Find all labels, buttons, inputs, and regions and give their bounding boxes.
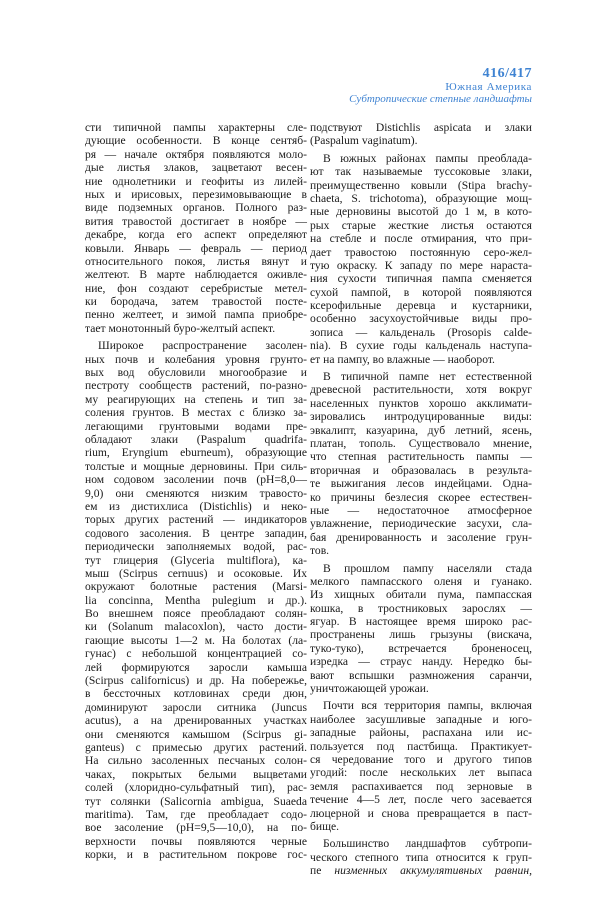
text-line xyxy=(85,795,307,808)
text-line xyxy=(85,594,307,607)
text-line-content: пространены лишь грызуны (вискача, xyxy=(310,628,532,642)
text-line xyxy=(310,837,532,850)
paragraph xyxy=(85,121,307,335)
text-line-content: ко причины безлесия скорее естествен- xyxy=(310,490,532,504)
text-line-content: желтеют. В марте наблюдается оживле- xyxy=(85,268,307,282)
subsection-title: Субтропические степные ландшафты xyxy=(349,93,532,105)
text-line xyxy=(310,588,532,601)
text-line-content: окружают болотные растения (Marsi- xyxy=(85,580,307,594)
text-line xyxy=(85,201,307,214)
text-line xyxy=(85,215,307,228)
text-line-content: rium, Eryngium eburneum), образующие xyxy=(85,446,307,460)
text-line-content: особенно засухоустойчивые виды про- xyxy=(310,312,532,326)
text-line-content: ки (Solanum malacoxlon), часто дости- xyxy=(85,620,307,634)
text-line-content: пользуется под пастбища. Практикует- xyxy=(310,739,532,753)
text-line xyxy=(310,326,532,339)
paragraph xyxy=(310,562,532,696)
text-line xyxy=(310,370,532,383)
text-line xyxy=(310,575,532,588)
text-line-content: ные — недостаточное атмосферное xyxy=(310,503,532,517)
text-line-content: корки, и в растительном покрове гос- xyxy=(85,848,307,862)
text-line xyxy=(310,544,532,557)
text-line xyxy=(310,820,532,833)
text-line-content: рых старые жесткие листья остаются xyxy=(310,218,532,232)
text-line xyxy=(85,768,307,781)
text-line xyxy=(85,366,307,379)
text-line-content: солей (хлоридно-сульфатный тип), рас- xyxy=(85,781,307,795)
text-line-content: ном содовом засолении почв (pH=8,0— xyxy=(85,473,307,487)
text-line xyxy=(85,620,307,633)
text-line-content: ет на пампу, во влажные — наоборот. xyxy=(310,352,495,366)
text-line xyxy=(85,420,307,433)
text-line xyxy=(85,188,307,201)
text-line-content: ние однолетники и геофиты из лилей- xyxy=(85,174,307,188)
text-line-content: люцерной и снова превращается в паст- xyxy=(310,806,532,820)
text-line xyxy=(85,687,307,700)
text-line xyxy=(85,379,307,392)
text-line xyxy=(310,517,532,530)
text-line-content: ря — начале октября появляются моло- xyxy=(85,147,307,161)
paragraph xyxy=(310,121,532,148)
text-line xyxy=(85,433,307,446)
text-line xyxy=(310,312,532,325)
text-line-content: Большинство ландшафтов субтропи- xyxy=(323,837,532,851)
page-numbers: 416/417 xyxy=(482,66,532,81)
text-line-content: ем из дистихлиса (Distichlis) и неко- xyxy=(85,499,307,513)
text-line xyxy=(85,848,307,861)
text-line-content: обладают злаки (Paspalum quadrifa- xyxy=(85,432,307,446)
text-line-content: декабре, когда его аспект определяют xyxy=(85,228,307,242)
text-line-content: течение 4—5 лет, после чего засевается xyxy=(310,793,532,807)
text-line xyxy=(310,232,532,245)
text-line-content: подствуют Distichlis aspicata и злаки xyxy=(310,121,532,134)
text-line xyxy=(85,513,307,526)
text-line xyxy=(85,134,307,147)
text-line-content: (Paspalum vaginatum). xyxy=(310,134,418,148)
text-line xyxy=(85,339,307,352)
right-text-column xyxy=(310,121,532,881)
text-line-content: мелкого пампасского оленя и гуанако. xyxy=(310,574,532,588)
text-line xyxy=(310,807,532,820)
text-line-content: платан, тополь. Существовало мнение, xyxy=(310,436,532,450)
text-line xyxy=(85,308,307,321)
text-line xyxy=(85,353,307,366)
text-line xyxy=(310,464,532,477)
text-line xyxy=(310,780,532,793)
text-line-content: наиболее засушливые западные и юго- xyxy=(310,712,532,726)
text-line-content: торых других растений — индикаторов xyxy=(85,513,307,527)
paragraph xyxy=(85,339,307,861)
paragraph xyxy=(310,837,532,877)
text-line xyxy=(85,754,307,767)
text-line xyxy=(310,682,532,695)
text-line-content: доминируют заросли ситника (Juncus xyxy=(85,700,307,714)
text-line xyxy=(310,504,532,517)
text-line-content: легающими грунтовыми водами пре- xyxy=(85,419,307,433)
text-line xyxy=(310,205,532,218)
text-line-content: ки бородача, затем травостой посте- xyxy=(85,295,307,309)
text-line-content: вых вод обусловили многообразие и xyxy=(85,366,307,380)
text-line xyxy=(85,175,307,188)
text-line xyxy=(310,246,532,259)
text-line xyxy=(85,634,307,647)
text-line xyxy=(85,161,307,174)
text-line-content: ные дерновины высотой до 1 м, в кото- xyxy=(310,205,532,219)
text-line-content: в бессточных котловинах среди дюн, xyxy=(85,687,307,701)
text-line xyxy=(85,406,307,419)
text-line xyxy=(85,487,307,500)
text-line-content: туко-туко), встречается броненосец, xyxy=(310,641,532,655)
text-line xyxy=(85,567,307,580)
text-line-content: гающие высоты 1—2 м. На болотах (ла- xyxy=(85,633,307,647)
text-line-content: тов. xyxy=(310,544,330,558)
text-line xyxy=(310,766,532,779)
text-line-content: acutus), а на дренированных участках xyxy=(85,714,307,728)
text-line xyxy=(310,753,532,766)
text-line-content: тут глицерия (Glyceria multiflora), ка- xyxy=(85,553,307,567)
text-line-content: вое засоление (pH=9,5—10,0), на по- xyxy=(85,821,307,835)
text-line xyxy=(310,851,532,864)
text-line xyxy=(310,152,532,165)
text-line xyxy=(310,740,532,753)
text-line-content: древесной растительности, хотя вокруг xyxy=(310,383,532,397)
text-line-content: тает монотонный буро-желтый аспект. xyxy=(85,321,276,335)
text-line-content: земля распахивается под зерновые в xyxy=(310,779,532,793)
text-line-content: В прошлом пампу населяли стада xyxy=(323,561,532,575)
text-line-content: дые листья злаков, зацветают весен- xyxy=(85,161,307,175)
text-line-content: мыш (Scirpus cernuus) и осоковые. Их xyxy=(85,566,307,580)
text-line-content: ных и ирисовых, перезимовывающие в xyxy=(85,187,307,201)
text-line-content: пестроту сообществ растений, по-разно- xyxy=(85,379,307,393)
text-line-content: На сильно засоленных песчаных солон- xyxy=(85,754,307,768)
text-line-content: Во внешнем поясе преобладают солян- xyxy=(85,607,307,621)
paragraph xyxy=(310,699,532,833)
text-line xyxy=(310,450,532,463)
text-line-content: тую окраску. К западу по мере нараста- xyxy=(310,258,532,272)
text-line xyxy=(310,410,532,423)
text-line-content: Почти вся территория пампы, включая xyxy=(323,699,532,713)
text-line xyxy=(85,580,307,593)
text-line xyxy=(85,714,307,727)
text-line-content: изредка — страус нанду. Нередко бы- xyxy=(310,655,532,669)
text-line-content: периодически заполняемых водой, рас- xyxy=(85,540,307,554)
text-line xyxy=(310,726,532,739)
text-line xyxy=(310,165,532,178)
text-line-content: зировались интродуцированные виды: xyxy=(310,410,532,424)
text-line xyxy=(85,808,307,821)
text-line-content: chaeta, S. trichotoma), образующие мощ- xyxy=(310,191,532,205)
text-line-content: вития травостой достигает в ноябре — xyxy=(85,214,307,228)
text-line xyxy=(85,540,307,553)
text-line-content: содового засоления. В центре западин, xyxy=(85,526,307,540)
text-line xyxy=(85,554,307,567)
text-line-content: населенных пунктов хорошо акклимати- xyxy=(310,396,532,410)
text-line-content: на стебле и после отмирания, что при- xyxy=(310,232,532,246)
text-line-content: угодий: после нескольких лет выпаса xyxy=(310,766,532,780)
text-line-content: В южных районах пампы преоблада- xyxy=(323,151,532,165)
paragraph xyxy=(310,152,532,366)
text-line-content: те выжигания лесов индейцами. Одна- xyxy=(310,477,532,491)
text-line-content: ксерофильные деревца и кустарники, xyxy=(310,299,532,313)
text-line xyxy=(310,353,532,366)
text-line xyxy=(85,500,307,513)
text-line xyxy=(85,607,307,620)
text-line xyxy=(85,255,307,268)
text-line xyxy=(310,383,532,396)
text-line-content: Из хищных обитали пума, пампасская xyxy=(310,588,532,602)
text-line-content: дает травостою постоянную серо-жел- xyxy=(310,245,532,259)
text-line xyxy=(310,669,532,682)
text-line xyxy=(85,242,307,255)
text-line xyxy=(310,491,532,504)
text-line xyxy=(85,268,307,281)
text-line xyxy=(85,835,307,848)
text-line-content: nia). В сухие годы кальденаль наступа- xyxy=(310,339,532,353)
text-line-content: пенно желтеет, и зимой пампа приобре- xyxy=(85,308,307,322)
text-line xyxy=(85,473,307,486)
text-line-content: вают вспышки размножения саранчи, xyxy=(310,668,532,682)
text-line xyxy=(85,460,307,473)
text-line-content: ягуар. В настоящее время широко рас- xyxy=(310,615,532,629)
text-line xyxy=(85,661,307,674)
text-line xyxy=(310,477,532,490)
text-line-content: ние, фон создают серебристые метел- xyxy=(85,281,307,295)
text-line-content: ческого степного типа относится к груп- xyxy=(310,850,532,864)
text-line xyxy=(85,228,307,241)
running-header xyxy=(349,66,532,105)
text-line xyxy=(310,192,532,205)
text-line xyxy=(85,781,307,794)
text-line-content: они сменяются камышом (Scirpus gi- xyxy=(85,727,307,741)
text-line-content: ся чередование того и другого типов xyxy=(310,752,532,766)
text-line xyxy=(310,219,532,232)
text-line xyxy=(85,527,307,540)
text-line xyxy=(85,701,307,714)
text-line xyxy=(310,793,532,806)
text-line xyxy=(85,282,307,295)
text-line xyxy=(310,864,532,877)
text-line xyxy=(310,655,532,668)
text-line xyxy=(85,674,307,687)
text-line xyxy=(310,259,532,272)
text-line-content: толстые и мощные дерновины. При силь- xyxy=(85,459,307,473)
text-line xyxy=(310,713,532,726)
left-text-column xyxy=(85,121,307,865)
text-line-content: 9,0) они сменяются низким травосто- xyxy=(85,486,307,500)
paragraph xyxy=(310,370,532,557)
text-line-content: виде подземных органов. Полного раз- xyxy=(85,201,307,215)
text-line xyxy=(310,424,532,437)
text-line-content: верхности почвы появляются черные xyxy=(85,834,307,848)
text-line-content: зописа — кальденаль (Prosopis calde- xyxy=(310,325,532,339)
text-line xyxy=(85,322,307,335)
text-line-content: увлажнение, периодические засухи, сла- xyxy=(310,517,532,531)
section-title: Южная Америка xyxy=(445,81,532,93)
text-line-content: бая дренированность и засоление грун- xyxy=(310,530,532,544)
text-line-content: ganteus) с примесью других растений. xyxy=(85,740,307,754)
text-line xyxy=(310,562,532,575)
text-line-content: соления грунтов. В местах с близко за- xyxy=(85,406,307,420)
text-line xyxy=(310,602,532,615)
text-line-content: чаках, покрытых белыми выцветами xyxy=(85,767,307,781)
text-line xyxy=(310,286,532,299)
text-line xyxy=(310,437,532,450)
text-line-content: эвкалипт, казуарина, дуб летний, ясень, xyxy=(310,423,532,437)
text-line xyxy=(85,295,307,308)
text-line-content: му реагирующих на степень и тип за- xyxy=(85,392,307,406)
text-line-content: ных почв и колебания уровня грунто- xyxy=(85,352,307,366)
text-line-content: (Scirpus californicus) и др. На побережье, xyxy=(85,674,307,688)
text-line-content: maritima). Там, где преобладает содо- xyxy=(85,807,307,821)
text-line-content: западные районы, распахана или ис- xyxy=(310,726,532,740)
text-line-content: преимущественно ковыли (Stipa brachy- xyxy=(310,178,532,192)
text-line xyxy=(310,134,532,147)
text-line-content: лей формируются заросли камыша xyxy=(85,660,307,674)
text-line-content: уничтожающей урожаи. xyxy=(310,682,429,696)
text-line-content: пе xyxy=(310,864,335,878)
text-line-content: что степная растительность пампы — xyxy=(310,450,532,464)
text-line xyxy=(310,628,532,641)
text-line xyxy=(85,121,307,134)
text-line-content: относительного покоя, листья вянут и xyxy=(85,254,307,268)
text-line xyxy=(310,531,532,544)
text-line-content: В типичной пампе нет естественной xyxy=(323,370,532,384)
text-line xyxy=(85,647,307,660)
text-line xyxy=(310,642,532,655)
text-line-content: дующие особенности. В конце сентяб- xyxy=(85,134,307,148)
text-line-content: бище. xyxy=(310,819,340,833)
text-line-content: lia concinna, Mentha pulegium и др.). xyxy=(85,593,307,607)
text-line-content: кошка, в тростниковых зарослях — xyxy=(310,601,532,615)
text-line xyxy=(310,121,532,134)
text-line-content: тут солянки (Salicornia ambigua, Suaeda xyxy=(85,794,307,808)
text-line-content: сти типичной пампы характерны сле- xyxy=(85,121,307,134)
text-line-content: сухой пампой, в которой появляются xyxy=(310,285,532,299)
text-line-content: ют так называемые туссоковые злаки, xyxy=(310,165,532,179)
text-line xyxy=(310,699,532,712)
text-line xyxy=(310,272,532,285)
text-line xyxy=(310,397,532,410)
text-line-content: ковыли. Январь — февраль — период xyxy=(85,241,307,255)
text-line-content: гунас) с небольшой концентрацией со- xyxy=(85,647,307,661)
italic-term: низменных аккумулятивных равнин, xyxy=(334,864,532,878)
text-line xyxy=(310,615,532,628)
text-line xyxy=(85,148,307,161)
text-line xyxy=(85,393,307,406)
text-line-content: вторичная и образовалась в результа- xyxy=(310,463,532,477)
text-line xyxy=(310,339,532,352)
text-line xyxy=(310,179,532,192)
text-line xyxy=(85,821,307,834)
text-line xyxy=(310,299,532,312)
text-line xyxy=(85,728,307,741)
text-line xyxy=(85,741,307,754)
text-line-content: ния сухости типичная пампа сменяется xyxy=(310,272,532,286)
text-line-content: Широкое распространение засолен- xyxy=(98,339,307,353)
text-line xyxy=(85,446,307,459)
